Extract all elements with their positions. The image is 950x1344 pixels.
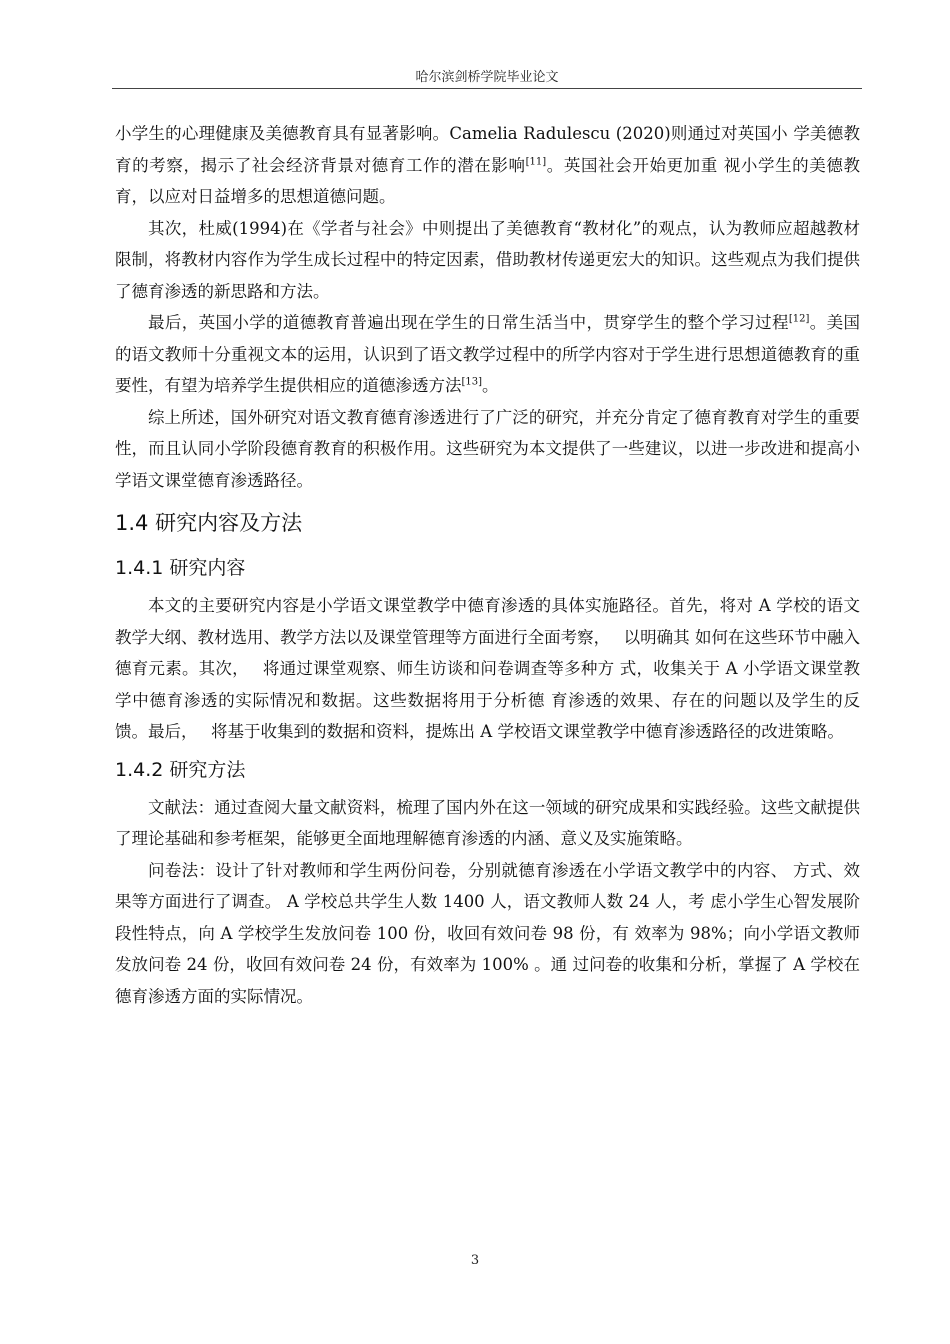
section-heading-1-4-1: 1.4.1 研究内容 [115, 557, 246, 579]
header-divider [112, 88, 862, 89]
paragraph-text: 小学生的心理健康及美德教育具有显著影响。Camelia Radulescu (2020)则通过对英国小 学美德教育的考察，揭示了社会经济背景对德育工作的潜在影响 [115, 124, 860, 175]
paragraph-camelia [115, 118, 860, 213]
paragraph-text: 。 [482, 376, 499, 395]
paragraph-text: 最后，英国小学的道德教育普遍出现在学生的日常生活当中，贯穿学生的整个学习过程 [148, 313, 789, 332]
paragraph-text: 。英国社会开始更加重 视小学生的美德教育，以应对日益增多的思想道德问题。 [115, 155, 861, 206]
paragraph-literature-method: 文献法：通过查阅大量文献资料，梳理了国内外在这一领域的研究成果和实践经验。这些文献提供了理论基础和参考框架，能够更全面地理解德育渗透的内涵、意义及实施策略。 [115, 797, 860, 848]
paragraph-text: 。美国的语文教师十分重视文本的运用，认识到了语文教学过程中的所学内容对于学生进行思想道德教育的重要性，有望为培养学生提供相应的道德渗透方法 [115, 313, 861, 395]
paragraph-dewey: 其次，杜威(1994)在《学者与社会》中则提出了美德教育“教材化”的观点，认为教师应超越教材限制，将教材内容作为学生成长过程中的特定因素，借助教材传递更宏大的知识。这些观点为我们提供了德育渗透的新思路和方法。 [115, 218, 860, 301]
paragraph-questionnaire-method: 问卷法：设计了针对教师和学生两份问卷，分别就德育渗透在小学语文教学中的内容、 方式、效果等方面进行了调查。 A 学校总共学生人数 1400 人，语文教师人数 24 人，考 虑小学生心智发展阶段性特点，向 A 学校学生发放问卷 100 份，收回有效问卷 98 份，有 效率为 98%；向小学语文教师发放问卷 24 份，收回有效问卷 24 份，有效率为 100% 。通 过问卷的收集和分析，掌握了 A 学校在德育渗透方面的实际情况。 [115, 860, 860, 1006]
page-header-title: 哈尔滨剑桥学院毕业论文 [415, 70, 559, 85]
paragraph-summary: 综上所述，国外研究对语文教育德育渗透进行了广泛的研究，并充分肯定了德育教育对学生的重要性，而且认同小学阶段德育教育的积极作用。这些研究为本文提供了一些建议，以进一步改进和提高小学语文课堂德育渗透路径。 [115, 407, 860, 490]
citation-ref: [13] [461, 376, 483, 388]
paragraph-research-content: 本文的主要研究内容是小学语文课堂教学中德育渗透的具体实施路径。首先，将对 A 学校的语文教学大纲、教材选用、教学方法以及课堂管理等方面进行全面考察， 以明确其 如何在这些环节中融入德育元素。其次， 将通过课堂观察、师生访谈和问卷调查等多种方 式，收集关于 A 小学语文课堂教学中德育渗透的实际情况和数据。这些数据将用于分析德 育渗透的效果、存在的问题以及学生的反馈。最后， 将基于收集到的数据和资料，提炼出 A 学校语文课堂教学中德育渗透路径的改进策略。 [115, 596, 860, 741]
section-heading-1-4: 1.4 研究内容及方法 [115, 511, 303, 535]
document-body [115, 118, 860, 1012]
section-heading-1-4-2: 1.4.2 研究方法 [115, 758, 246, 781]
paragraph-uk-moral [115, 307, 860, 402]
page-number: 3 [470, 1253, 480, 1268]
citation-ref: [12] [788, 313, 810, 325]
citation-ref: [11] [525, 156, 547, 167]
